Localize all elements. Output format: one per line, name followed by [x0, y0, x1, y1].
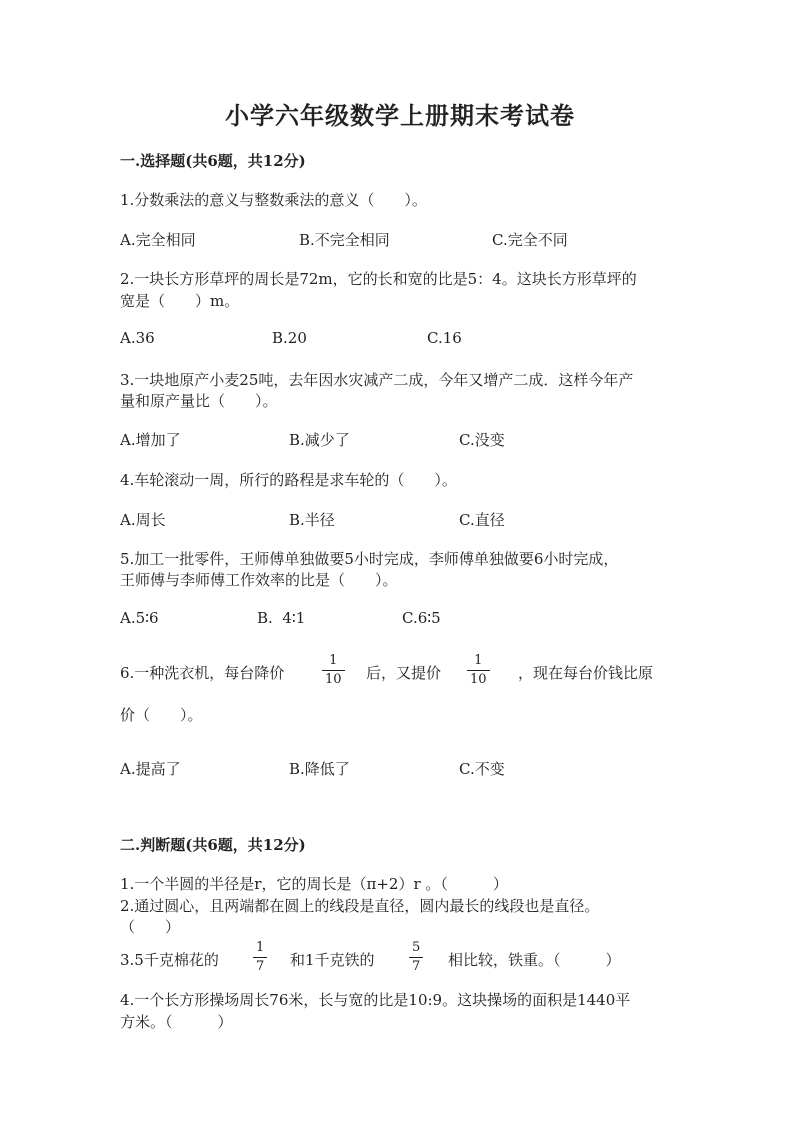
fraction-numerator: 1	[256, 940, 265, 955]
option-a: A.提高了	[120, 760, 181, 778]
fraction	[409, 941, 423, 975]
question-text: 6.一种洗衣机，每台降价	[120, 664, 285, 682]
question-text: 方米。（ ）	[120, 1013, 233, 1031]
question-text: 2.一块长方形草坪的周长是72m，它的长和宽的比是5：4。这块长方形草坪的	[120, 270, 637, 288]
section-heading: 一.选择题(共6题，共12分)	[120, 152, 306, 170]
question-text: 5.加工一批零件，王师傅单独做要5小时完成，李师傅单独做要6小时完成，	[120, 550, 619, 568]
option-a: A.36	[120, 329, 155, 347]
option-b: B. 4∶1	[257, 609, 306, 627]
fraction-denominator: 7	[256, 959, 265, 975]
question-text: （ ）	[120, 918, 181, 936]
option-a: A.5∶6	[120, 609, 159, 627]
question-text: 量和原产量比（ ）。	[120, 392, 278, 410]
question-text: 1.一个半圆的半径是r，它的周长是（π+2）r 。（ ）	[120, 875, 508, 893]
fraction	[253, 941, 267, 975]
option-b: B.降低了	[289, 760, 350, 778]
question-text: 4.车轮滚动一周，所行的路程是求车轮的（ ）。	[120, 471, 457, 489]
fraction	[322, 654, 345, 688]
option-a: A.完全相同	[120, 231, 196, 249]
option-c: C.没变	[459, 431, 505, 449]
question-text: 1.分数乘法的意义与整数乘法的意义（ ）。	[120, 191, 427, 209]
question-text: 3.5千克棉花的	[120, 951, 219, 969]
option-b: B.半径	[289, 511, 335, 529]
option-c: C.完全不同	[492, 231, 568, 249]
question-text: ，现在每台价钱比原	[518, 664, 654, 682]
question-text: 3.一块地原产小麦25吨，去年因水灾减产二成，今年又增产二成．这样今年产	[120, 371, 634, 389]
page-title: 小学六年级数学上册期末考试卷	[225, 101, 575, 130]
option-b: B.不完全相同	[299, 231, 390, 249]
question-text: 价（ ）。	[120, 706, 203, 724]
option-c: C.16	[427, 329, 462, 347]
question-text: 王师傅与李师傅工作效率的比是（ ）。	[120, 571, 398, 589]
fraction-numerator: 1	[474, 653, 483, 668]
option-b: B.减少了	[289, 431, 350, 449]
fraction	[467, 654, 490, 688]
option-c: C.不变	[459, 760, 505, 778]
fraction-denominator: 7	[412, 959, 421, 975]
question-text: 宽是（ ）m。	[120, 292, 240, 310]
question-text: 相比较，铁重。（ ）	[448, 951, 621, 969]
question-text: 2.通过圆心，且两端都在圆上的线段是直径，圆内最长的线段也是直径。	[120, 897, 600, 915]
option-c: C.6∶5	[402, 609, 441, 627]
question-text: 后，又提价	[366, 664, 442, 682]
question-text: 和1千克铁的	[290, 951, 375, 969]
option-a: A.周长	[120, 511, 166, 529]
fraction-denominator: 10	[325, 672, 342, 688]
fraction-numerator: 5	[412, 940, 421, 955]
question-text: 4.一个长方形操场周长76米，长与宽的比是10:9。这块操场的面积是1440平	[120, 991, 631, 1009]
option-b: B.20	[272, 329, 307, 347]
section-heading: 二.判断题(共6题，共12分)	[120, 836, 306, 854]
option-a: A.增加了	[120, 431, 181, 449]
fraction-denominator: 10	[470, 672, 487, 688]
option-c: C.直径	[459, 511, 505, 529]
fraction-numerator: 1	[329, 653, 338, 668]
